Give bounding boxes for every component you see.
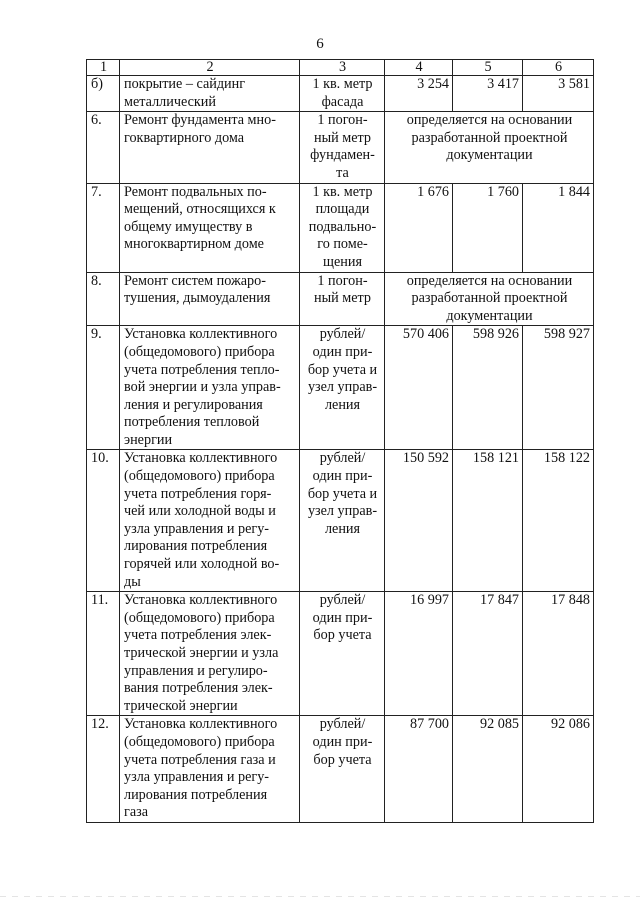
cell-line: определяется на основании xyxy=(406,112,573,129)
cell-line: бор учета и xyxy=(307,361,378,378)
cell-line: учета потребления тепло- xyxy=(124,361,280,378)
work-description xyxy=(120,112,300,183)
cost-value-6: 1 844 xyxy=(523,183,594,272)
cost-value-4: 570 406 xyxy=(385,326,453,450)
cell-line: документации xyxy=(446,307,533,324)
row-number: б) xyxy=(87,76,120,112)
cell-line: лирования потребления xyxy=(124,786,268,803)
cell-line: газа xyxy=(124,804,149,821)
scan-artifact xyxy=(0,896,640,897)
cell-line: разработанной проектной xyxy=(411,290,568,307)
cell-line: ды xyxy=(124,573,141,590)
cell-line: мещений, относящихся к xyxy=(124,201,276,218)
cell-line: 1 погон- xyxy=(317,112,368,129)
cell-line: подвально- xyxy=(308,218,377,235)
cost-value-6: 3 581 xyxy=(523,76,594,112)
cell-line: рублей/ xyxy=(319,326,366,343)
cell-line: бор учета xyxy=(313,751,372,768)
cost-value-4: 87 700 xyxy=(385,716,453,823)
work-description xyxy=(120,716,300,823)
cell-line: ления xyxy=(324,520,361,537)
cost-value-6: 92 086 xyxy=(523,716,594,823)
unit-of-measure xyxy=(300,716,385,823)
cell-line: один при- xyxy=(312,609,373,626)
table-row xyxy=(87,592,594,716)
cell-line: ления и регулирования xyxy=(124,396,263,413)
table-row xyxy=(87,272,594,326)
header-col-1: 1 xyxy=(87,60,120,76)
cell-line: узла управления и регу- xyxy=(124,520,270,537)
table-row xyxy=(87,112,594,183)
cell-line: один при- xyxy=(312,468,373,485)
cell-line: чей или холодной воды и xyxy=(124,503,276,520)
cell-line: 1 кв. метр xyxy=(312,76,373,92)
cell-line: бор учета xyxy=(313,627,372,644)
cell-line: многоквартирном доме xyxy=(124,236,264,253)
work-description xyxy=(120,450,300,592)
unit-of-measure xyxy=(300,76,385,112)
table-row xyxy=(87,450,594,592)
unit-of-measure xyxy=(300,112,385,183)
cell-line: вания потребления элек- xyxy=(124,680,273,697)
cell-line: Установка коллективного xyxy=(124,592,278,609)
cost-value-4: 150 592 xyxy=(385,450,453,592)
cell-line: вой энергии и узла управ- xyxy=(124,379,281,396)
cost-value-5: 158 121 xyxy=(453,450,523,592)
work-description xyxy=(120,183,300,272)
cell-line: рублей/ xyxy=(319,716,366,733)
header-col-3: 3 xyxy=(300,60,385,76)
cell-line: ления xyxy=(324,396,361,413)
header-col-2: 2 xyxy=(120,60,300,76)
cell-line: учета потребления элек- xyxy=(124,627,272,644)
header-row xyxy=(87,60,594,76)
cost-value-5: 17 847 xyxy=(453,592,523,716)
row-number: 10. xyxy=(87,450,120,592)
page-number: 6 xyxy=(316,36,324,52)
cell-line: один при- xyxy=(312,343,373,360)
cell-line: Ремонт подвальных по- xyxy=(124,183,267,200)
cost-value-5: 598 926 xyxy=(453,326,523,450)
cell-line: покрытие – сайдинг xyxy=(124,76,246,92)
cost-note xyxy=(385,112,594,183)
unit-of-measure xyxy=(300,326,385,450)
cell-line: энергии xyxy=(124,431,173,448)
cost-value-6: 598 927 xyxy=(523,326,594,450)
cell-line: ный метр xyxy=(313,129,371,146)
header-col-4: 4 xyxy=(385,60,453,76)
cell-line: (общедомового) прибора xyxy=(124,468,275,485)
cell-line: горячей или холодной во- xyxy=(124,556,280,573)
row-number: 7. xyxy=(87,183,120,272)
cell-line: та xyxy=(336,164,349,181)
cost-value-4: 1 676 xyxy=(385,183,453,272)
cost-table xyxy=(86,59,594,823)
unit-of-measure xyxy=(300,183,385,272)
cell-line: (общедомового) прибора xyxy=(124,343,275,360)
cost-value-6: 17 848 xyxy=(523,592,594,716)
work-description xyxy=(120,592,300,716)
cell-line: учета потребления горя- xyxy=(124,485,272,502)
work-description xyxy=(120,272,300,326)
cost-value-5: 92 085 xyxy=(453,716,523,823)
cell-line: 1 кв. метр xyxy=(312,183,373,200)
unit-of-measure xyxy=(300,592,385,716)
cell-line: управления и регулиро- xyxy=(124,662,268,679)
table-row xyxy=(87,716,594,823)
cell-line: го поме- xyxy=(317,236,368,253)
row-number: 6. xyxy=(87,112,120,183)
cell-line: фундамен- xyxy=(310,147,375,164)
cell-line: учета потребления газа и xyxy=(124,751,276,768)
cell-line: бор учета и xyxy=(307,485,378,502)
cell-line: Установка коллективного xyxy=(124,326,278,343)
cell-line: площади xyxy=(315,201,370,218)
cell-line: ный метр xyxy=(313,290,371,307)
cell-line: фасада xyxy=(321,93,364,110)
cell-line: трической энергии xyxy=(124,697,238,714)
cell-line: Ремонт фундамента мно- xyxy=(124,112,276,129)
cell-line: лирования потребления xyxy=(124,538,268,555)
unit-of-measure xyxy=(300,450,385,592)
row-number: 8. xyxy=(87,272,120,326)
header-col-6: 6 xyxy=(523,60,594,76)
row-number: 9. xyxy=(87,326,120,450)
unit-of-measure xyxy=(300,272,385,326)
table-row xyxy=(87,183,594,272)
cost-value-5: 3 417 xyxy=(453,76,523,112)
cell-line: трической энергии и узла xyxy=(124,645,279,661)
cost-value-5: 1 760 xyxy=(453,183,523,272)
row-number: 12. xyxy=(87,716,120,823)
cell-line: один при- xyxy=(312,733,373,750)
cell-line: гоквартирного дома xyxy=(124,129,245,146)
cell-line: потребления тепловой xyxy=(124,414,260,431)
work-description xyxy=(120,326,300,450)
cell-line: (общедомового) прибора xyxy=(124,733,275,750)
cell-line: разработанной проектной xyxy=(411,129,568,146)
cell-line: Установка коллективного xyxy=(124,716,278,733)
work-description xyxy=(120,76,300,112)
cell-line: 1 погон- xyxy=(317,272,368,289)
cell-line: Ремонт систем пожаро- xyxy=(124,272,266,289)
cell-line: Установка коллективного xyxy=(124,450,278,467)
cost-value-6: 158 122 xyxy=(523,450,594,592)
cell-line: (общедомового) прибора xyxy=(124,609,275,626)
table-row xyxy=(87,326,594,450)
cell-line: узел управ- xyxy=(307,379,378,396)
cost-value-4: 16 997 xyxy=(385,592,453,716)
row-number: 11. xyxy=(87,592,120,716)
cell-line: узел управ- xyxy=(307,503,378,520)
table-row xyxy=(87,76,594,112)
cost-value-4: 3 254 xyxy=(385,76,453,112)
cell-line: рублей/ xyxy=(319,592,366,609)
cell-line: щения xyxy=(323,253,362,270)
cell-line: металлический xyxy=(124,93,216,110)
cell-line: документации xyxy=(446,147,533,164)
cell-line: общему имуществу в xyxy=(124,218,253,235)
cell-line: рублей/ xyxy=(319,450,366,467)
cell-line: узла управления и регу- xyxy=(124,769,270,786)
header-col-5: 5 xyxy=(453,60,523,76)
cell-line: тушения, дымоудаления xyxy=(124,290,271,307)
cost-note xyxy=(385,272,594,326)
cell-line: определяется на основании xyxy=(406,272,573,289)
